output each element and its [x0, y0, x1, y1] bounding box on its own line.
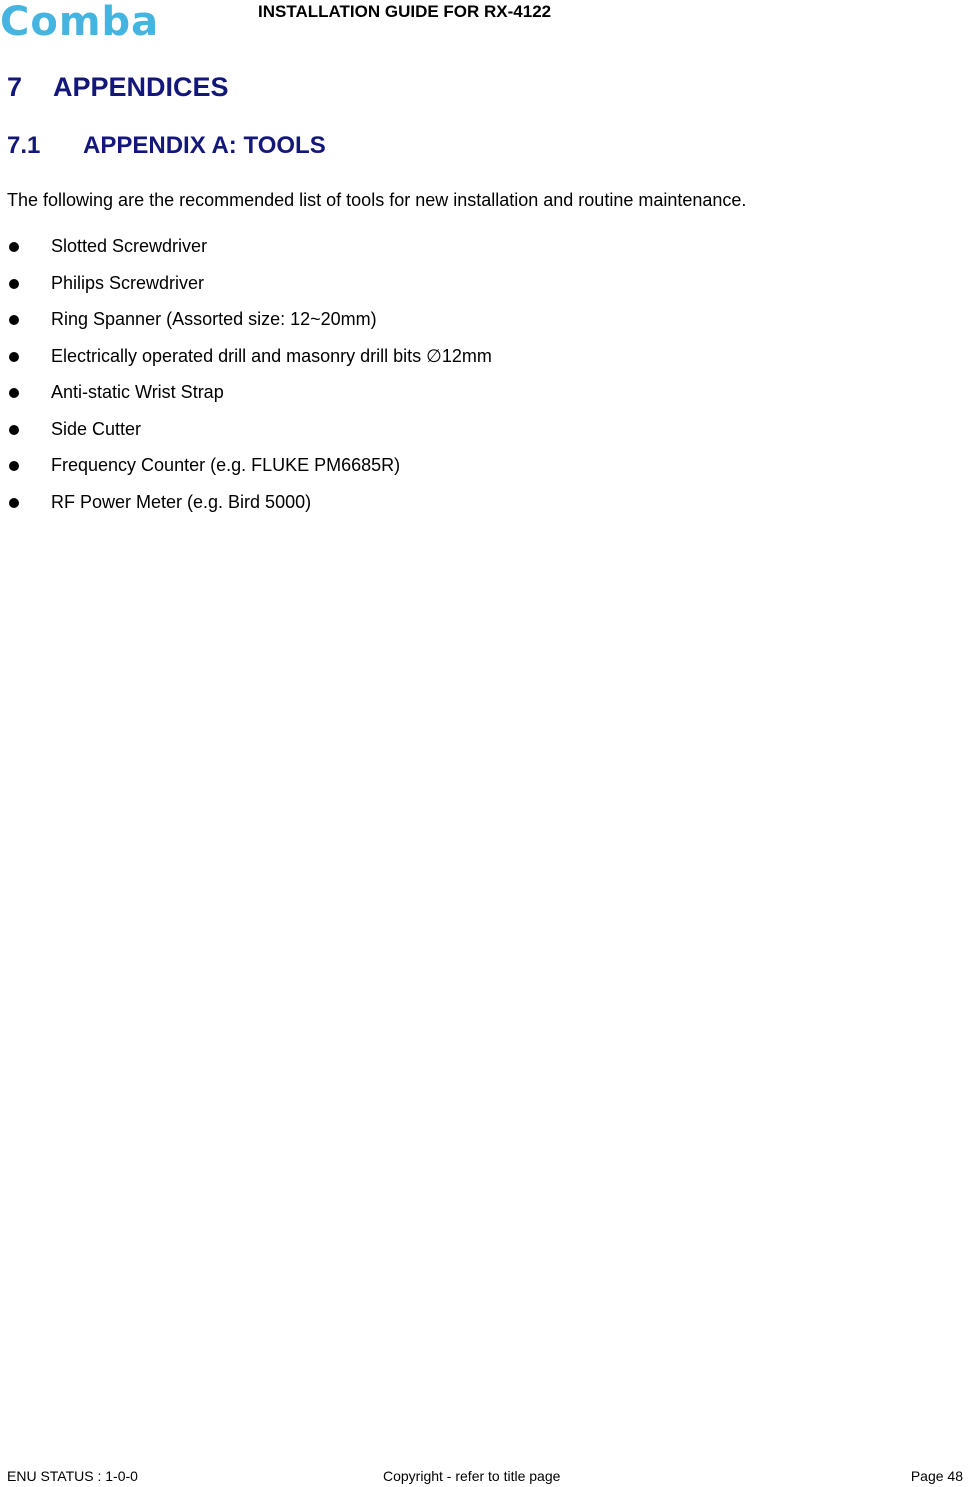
bullet-icon — [9, 315, 19, 325]
tool-label: Philips Screwdriver — [51, 272, 205, 293]
section-heading — [7, 72, 229, 103]
footer-status: ENU STATUS : 1-0-0 — [7, 1468, 138, 1484]
tool-label: Frequency Counter (e.g. FLUKE PM6685R) — [51, 455, 401, 475]
subsection-title: APPENDIX A: TOOLS — [83, 132, 326, 159]
footer-page-number: Page 48 — [910, 1468, 963, 1484]
bullet-icon — [9, 279, 19, 289]
document-title: INSTALLATION GUIDE FOR RX-4122 — [258, 2, 552, 21]
subsection-heading — [7, 132, 326, 160]
logo-text: Comba — [0, 2, 160, 42]
tool-label: Ring Spanner (Assorted size: 12~20mm) — [51, 309, 377, 329]
tool-label: Anti-static Wrist Strap — [51, 382, 224, 402]
section-number: 7 — [7, 72, 23, 102]
tool-label: Electrically operated drill and masonry drill bits ∅12mm — [51, 345, 492, 366]
subsection-number: 7.1 — [7, 132, 41, 159]
bullet-icon — [9, 498, 19, 508]
footer-copyright: Copyright - refer to title page — [383, 1468, 561, 1484]
bullet-icon — [9, 242, 19, 252]
tool-label: Side Cutter — [51, 418, 142, 439]
bullet-icon — [9, 425, 19, 435]
section-title: APPENDICES — [53, 72, 229, 102]
tool-label: Slotted Screwdriver — [51, 236, 208, 256]
tool-label: RF Power Meter (e.g. Bird 5000) — [51, 491, 312, 512]
comba-logo — [0, 2, 185, 42]
bullet-icon — [9, 352, 19, 362]
bullet-icon — [9, 461, 19, 471]
intro-paragraph: The following are the recommended list of tools for new installation and routine maintenance. — [7, 190, 747, 210]
bullet-icon — [9, 388, 19, 398]
